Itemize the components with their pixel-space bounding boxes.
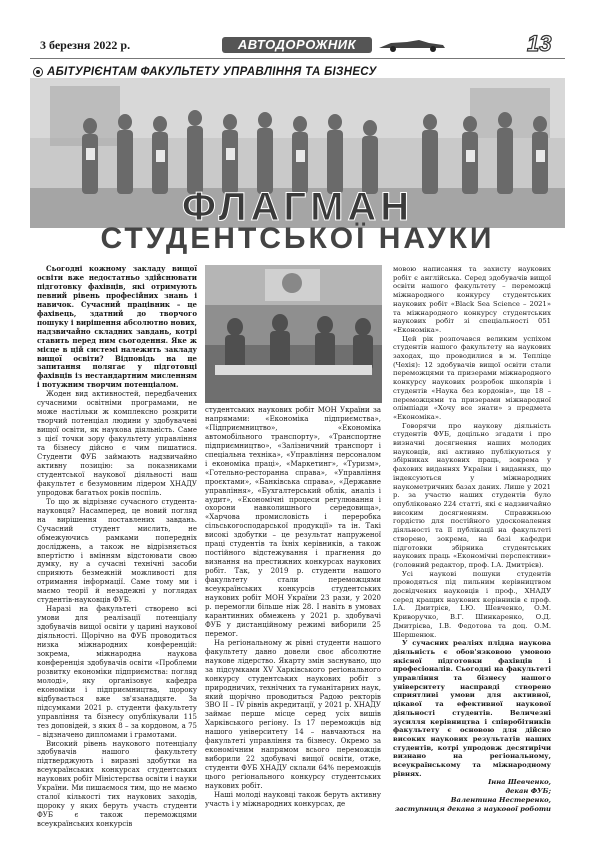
signature-role: декан ФУБ; xyxy=(505,787,551,796)
article-paragraph: Цей рік розпочався великим успіхом студентів нашого факультету на наукових заходах, що проводилися в м. Тепліце (Чехія): 12 здобувачів вищої освіти стали переможцями та призерами міжнародного конкурсу наукових розробок школярів і студентів «Наука без кордонів», ще 18 – переможцями та призерами міжнародної олімпіади «Хочу все знати» з предмета «Економіка». xyxy=(393,334,551,421)
race-car-icon xyxy=(377,39,447,52)
seminar-photo xyxy=(205,265,382,403)
article-paragraph: Усі наукові пошуки студентів проводяться під пильним керівництвом досвідчених науковців і проф., ХНАДУ серед кращих наукових керівників є проф. І.А. Дмитрієв, І.Ю. Шевченко, О.М. Криворучко, В.Г. Шинкаренко, О.Д. Дмитрієва, І.В. Федотова та доц. О.М. Шершенюк. xyxy=(393,569,551,639)
seminar-photo-image xyxy=(205,265,382,403)
signature-name: Інна Шевченко, xyxy=(488,778,551,787)
article-paragraph: мовою написання та захисту наукових робіт є англійська. Серед здобувачів вищої освіти нашого факультету – переможці міжнародного конкурсу студентських наукових робіт «Black Sea Science – 2021» та міжнародного конкурсу студентських наукових робіт зі спеціальності 051 «Економіка». xyxy=(393,265,551,334)
article-paragraph: Жоден вид активностей, передбачених сучасними освітніми програмами, не може настільки ж комплексно розкрити творчий потенціал людини у здобувачеві вищої освіти, як наукова діяльність. Саме з цієї точки зору факультету управління та бізнесу дійсно є чим пишатися. Студенти ФУБ займають надзвичайно активну позицію: за показниками студентської наукової діяльності наш факультет є безумовним лідером ХНАДУ упродовж багатьох років поспіль. xyxy=(37,390,197,497)
article-paragraph: На регіональному ж рівні студенти нашого факультету давно довели своє абсолютне наукове лідерство. Якарту змін заснувано, що за підсумками XV Харківського регіонального конкурсу студентських наукових робіт з природничих, технічних та гуманітарних наук, який щорічно проводиться Радою ректорів ЗВО II – IV рівнів акредитації, у 2021 р. ХНАДУ займає перше місце серед усіх вишів Харківського регіону. Із 17 переможців від нашого університету 14 – навчаються на факультеті управління та бізнесу. Окремо за економічним напрямом всього переможців виборили 22 здобувачі вищої освіти, отже, студенти ФУБ ХНАДУ склали 64% переможців цього регіонального конкурсу студентських наукових робіт. xyxy=(205,638,381,791)
signature-role: заступниця декана з наукової роботи xyxy=(394,804,551,813)
issue-date: 3 березня 2022 р. xyxy=(40,38,131,52)
signature-name: Валентина Нестеренко, xyxy=(450,795,551,804)
section-title xyxy=(33,66,377,78)
article-paragraph: Наші молоді науковці також беруть активну участь і у міжнародних конкурсах, де xyxy=(205,790,381,808)
article-paragraph: Високий рівень наукового потенціалу здобувачів нашого факультету підтверджують і виразні здобутки на всеукраїнських конкурсах студентських наукових робіт Міністерства освіти і науки України. Ми пишаємося тим, що не маємо сталої кількості тих наукових заходів, щороку у яких беруть участь студенти ФУБ є також переможцями всеукраїнських конкурсів xyxy=(37,739,197,829)
article-column-1 xyxy=(37,265,197,829)
signature-block xyxy=(393,778,551,813)
bullet-icon xyxy=(33,67,43,77)
article-paragraph: То що ж відрізняє сучасного студента-науковця? Насамперед, це новий погляд на вирішення поставлених завдань. Сучасний студент мислить, не обмежуючись рамками попередніх досліджень, а також не відрізняється впертістю і вмінням відстоювати свою думку, ну а сучасні технічні засоби сприяють безмежній можливості для отримання інформації. Саме тому ми і маємо теорії й незадежні у поглядах студентів-науковців ФУБ. xyxy=(37,497,197,605)
article-paragraph: студентських наукових робіт МОН України за напрямами: «Економіка підприємства», «Підприємництво», «Економіка автомобільного транспорту», «Транспортне підприємництво», «Залізничний транспорт і спеціальна техніка», «Управління персоналом і економіка праці», «Маркетинг», «Туризм», «Готельно-ресторанна справа», «Управління проєктами», «Банківська справа», «Державне управління», «Бухгалтерський облік, аналіз і аудит», «Економічні процеси регулювання і охорони навколишнього середовища», «Харчова промисловість і переробка сільськогосподарської продукції» та ін. Такі високі здобутки – це результат напруженої праці студентів та їхніх керівників, а також постійного відстежування і прагнення до визнання на престижних конкурсах наукових робіт. Так, у 2019 р. студенти нашого факультету стали переможцями всеукраїнських конкурсів студентських наукових робіт МОН України 23 рази, у 2020 р. перемогли більше ніж 28. І навіть в умовах карантинних обмежень у 2021 р. здобувачі ФУБ у дистанційному режимі виборили 25 перемог. xyxy=(205,406,381,638)
page-number: 13 xyxy=(527,31,552,56)
masthead-title: АВТОДОРОЖНИК xyxy=(222,37,372,53)
headline-line-2: СТУДЕНТСЬКОЇ НАУКИ xyxy=(100,222,495,255)
masthead xyxy=(222,37,547,55)
article-paragraph: Наразі на факультеті створено всі умови для реалізації потенціалу здобувачів вищої освіти у царині наукової діяльності. Щорічно на ФУБ проводиться низка міжнародних конференцій: зокрема, міжнародна наукова конференція здобувачів освіти «Проблеми розвитку економіки підприємства: погляд молоді», яку організовує кафедра економіки і підприємництва, щороку відбувається вже зв'язанадцяте. За підсумками 2021 р. студенти факультету управління та бізнесу опублікували 115 тез доповідей, з яких 8 – за кордоном, а 75 – відзначено дипломами і грамотами. xyxy=(37,605,197,739)
headline-line-1: ФЛАГМАН xyxy=(181,185,414,229)
section-title-text: АБІТУРІЄНТАМ ФАКУЛЬТЕТУ УПРАВЛІННЯ ТА БІЗНЕСУ xyxy=(47,66,377,78)
article-lead: Сьогодні кожному закладу вищої освіти вже недостатньо здійснювати підготовку фахівців, які отримують певний рівень професійних знань і навичок. Сучасний працівник – це фахівець, здатний до творчого пошуку і вирішення абсолютно нових, надзвичайно складних завдань, котрі ставить перед ним сьогодення. Яке ж місце в цій системі належить закладу вищої освіти? Відповідь на це запитання полягає у підготовці фахівців із нестандартним мисленням і потужним творчим потенціалом. xyxy=(37,264,197,390)
article-column-3 xyxy=(393,265,551,813)
article-column-2 xyxy=(205,406,381,809)
header-rule xyxy=(30,58,565,59)
article-paragraph: Говорячи про наукову діяльність студентів ФУБ, доцільно згадати і про визначні досягнення наших молодих науковців, які активно публікуються у збірниках наукових праць, зокрема у фахових виданнях України і виданнях, що індексуються у міжнародних наукометричних базах даних. Лише у 2021 р. за участю наших студентів було опубліковано 224 статті, які є надзвичайно високим досягненням. Справжньою гордістю для постійного удосконалення діяльності та її публікації на факультеті створено, зокрема, на базі кафедри підготовки збірника студентських наукових праць «Економічні перспективи» (головний редактор, проф. І.А. Дмитрієв). xyxy=(393,421,551,569)
article-conclusion: У сучасних реаліях плідна наукова діяльність є обов'язковою умовою якісної підготовки фахівців і професіоналів. Сьогодні на факультеті управління та бізнесу нашого університету насправді створено сприятливі умови для активної, цікавої та ефективної наукової діяльності студентів. Величезні зусилля керівництва і співробітників факультету є основою для дійсно високих наукових результатів наших студентів, котрі упродовж десятирічи визнано на регіональному, всеукраїнському та міжнародному рівнях. xyxy=(393,639,551,778)
